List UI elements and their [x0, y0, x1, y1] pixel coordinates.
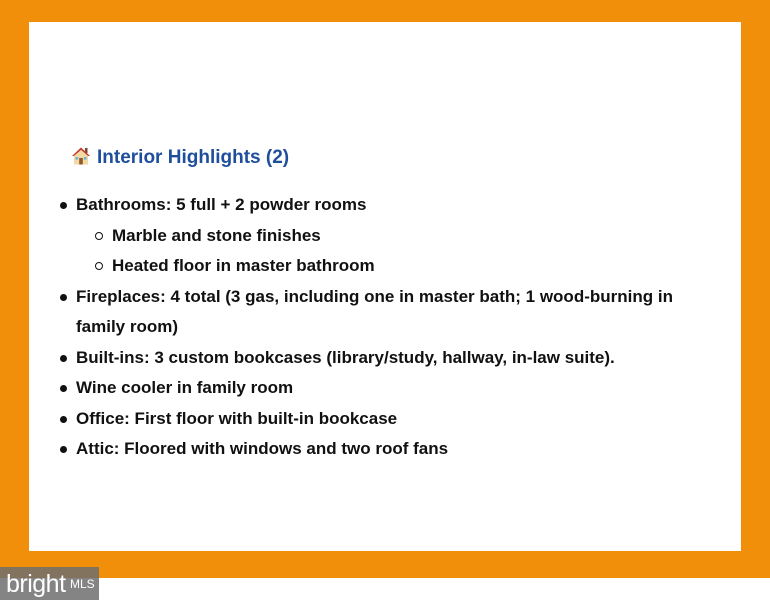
list-item-text: Built-ins: 3 custom bookcases (library/study, hallway, in-law suite).	[76, 347, 615, 367]
list-item-text: Attic: Floored with windows and two roof fans	[76, 439, 449, 458]
house-icon	[71, 146, 91, 166]
watermark-brand: bright	[6, 570, 66, 598]
list-item	[56, 190, 676, 282]
list-item	[56, 404, 676, 435]
list-item	[56, 373, 676, 404]
list-item-text: Fireplaces: 4 total (3 gas, including one in master bath; 1 wood-burning in family room)	[76, 286, 673, 336]
section-heading-text: Interior Highlights (2)	[97, 147, 290, 168]
sub-list-item	[76, 221, 676, 252]
list-item	[56, 282, 676, 343]
list-item-text: Bathrooms: 5 full + 2 powder rooms	[76, 195, 367, 214]
bright-mls-watermark	[0, 567, 99, 600]
list-item-text: Office: First floor with built-in bookcase	[76, 408, 398, 428]
list-item-text: Wine cooler in family room	[76, 378, 294, 397]
highlights-list	[56, 190, 676, 465]
list-item	[56, 343, 676, 374]
list-item	[56, 434, 676, 465]
sub-list-item-text: Heated floor in master bathroom	[112, 256, 375, 275]
watermark-mls: MLS	[70, 577, 95, 591]
sub-list-item-text: Marble and stone finishes	[112, 225, 321, 245]
sub-list	[76, 221, 676, 282]
section-heading	[71, 146, 289, 170]
sub-list-item	[76, 251, 676, 282]
